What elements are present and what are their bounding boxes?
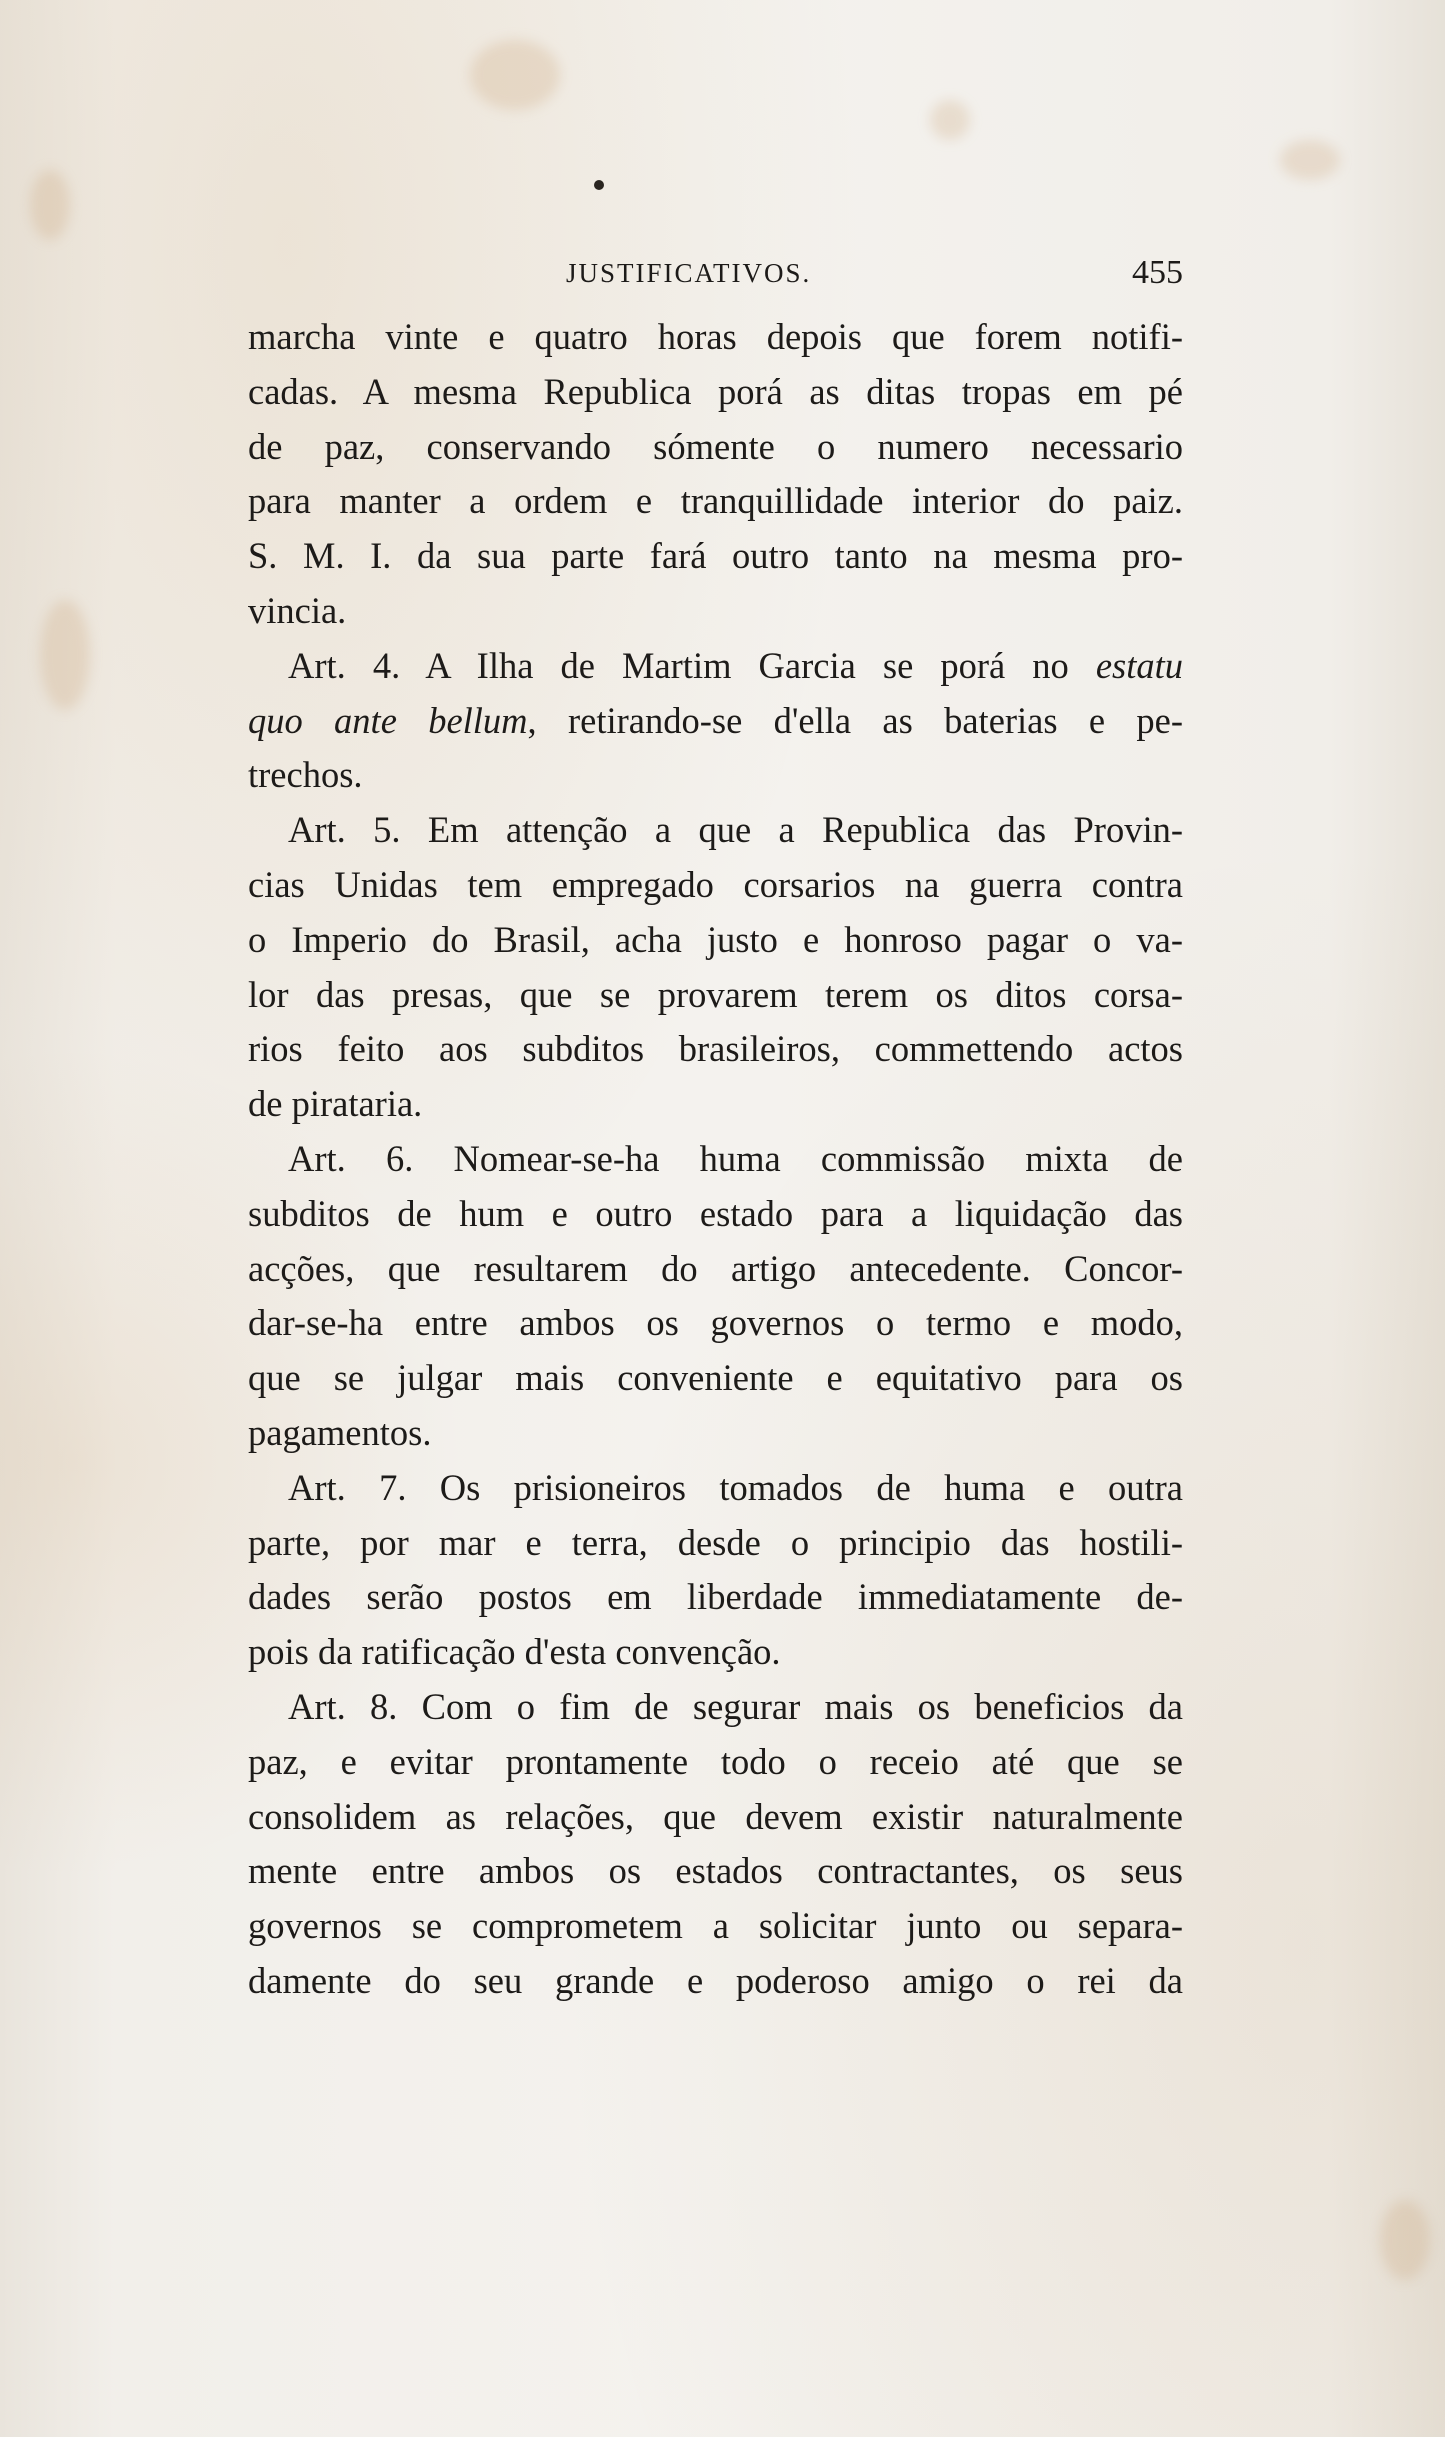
text-line: lor das presas, que se provarem terem os ditos corsa-: [248, 973, 1183, 1015]
text-line: parte, por mar e terra, desde o principio das hostili-: [248, 1521, 1183, 1563]
body-text: [248, 310, 1183, 2009]
text-line: subditos de hum e outro estado para a liquidação das: [248, 1192, 1183, 1234]
text-line: marcha vinte e quatro horas depois que forem notifi-: [248, 316, 1183, 357]
text-line: dades serão postos em liberdade immediatamente de-: [248, 1576, 1183, 1618]
text-line: que se julgar mais conveniente e equitativo para os: [248, 1357, 1183, 1399]
paper-stain: [40, 600, 90, 710]
text-line: consolidem as relações, que devem existir naturalmente: [248, 1795, 1183, 1837]
text-line: rios feito aos subditos brasileiros, commettendo actos: [248, 1028, 1183, 1070]
italic-phrase: estatu: [1095, 644, 1183, 686]
text-line: S. M. I. da sua parte fará outro tanto na mesma pro-: [248, 535, 1183, 577]
paper-stain: [470, 40, 560, 110]
text-line: [248, 639, 1183, 694]
text-line: mente entre ambos os estados contractantes, os seus: [248, 1850, 1183, 1892]
text-line: o Imperio do Brasil, acha justo e honroso pagar o va-: [248, 918, 1183, 960]
text-line: vincia.: [248, 589, 347, 631]
page-header: [248, 248, 1183, 298]
paper-stain: [930, 100, 970, 140]
text-line: de pirataria.: [248, 1083, 423, 1125]
text-line: de paz, conservando sómente o numero necessario: [248, 425, 1183, 467]
text-line: governos se comprometem a solicitar junto ou separa-: [248, 1905, 1183, 1947]
text-line: Art. 6. Nomear-se-ha huma commissão mixta de: [288, 1137, 1183, 1179]
text-line: acções, que resultarem do artigo antecedente. Concor-: [248, 1247, 1183, 1289]
running-title: JUSTIFICATIVOS.: [566, 258, 812, 288]
text-segment: , retirando-se d'ella as baterias e pe-: [527, 699, 1184, 741]
text-line: Art. 5. Em attenção a que a Republica das Provin-: [288, 809, 1183, 851]
text-line: paz, e evitar prontamente todo o receio até que se: [248, 1740, 1183, 1782]
text-line: cadas. A mesma Republica porá as ditas tropas em pé: [248, 370, 1183, 412]
text-line: [248, 694, 1183, 749]
text-segment: Art. 4. A Ilha de Martim Garcia se porá no: [288, 644, 1069, 686]
paper-stain: [1280, 140, 1340, 180]
text-line: dar-se-ha entre ambos os governos o termo e modo,: [248, 1302, 1183, 1344]
ornament-mark: [592, 178, 606, 192]
text-line: Art. 7. Os prisioneiros tomados de huma e outra: [288, 1466, 1183, 1508]
italic-phrase: quo ante bellum: [248, 699, 528, 741]
text-line: pagamentos.: [248, 1411, 432, 1453]
text-line: pois da ratificação d'esta convenção.: [248, 1631, 781, 1673]
paper-stain: [1380, 2200, 1430, 2280]
text-line: damente do seu grande e poderoso amigo o rei da: [248, 1959, 1183, 2001]
text-line: para manter a ordem e tranquillidade interior do paiz.: [248, 480, 1183, 522]
text-line: cias Unidas tem empregado corsarios na guerra contra: [248, 863, 1183, 905]
paper-stain: [30, 170, 70, 240]
text-line: Art. 8. Com o fim de segurar mais os beneficios da: [288, 1685, 1183, 1727]
page-number: 455: [1132, 254, 1183, 291]
text-line: trechos.: [248, 754, 363, 796]
